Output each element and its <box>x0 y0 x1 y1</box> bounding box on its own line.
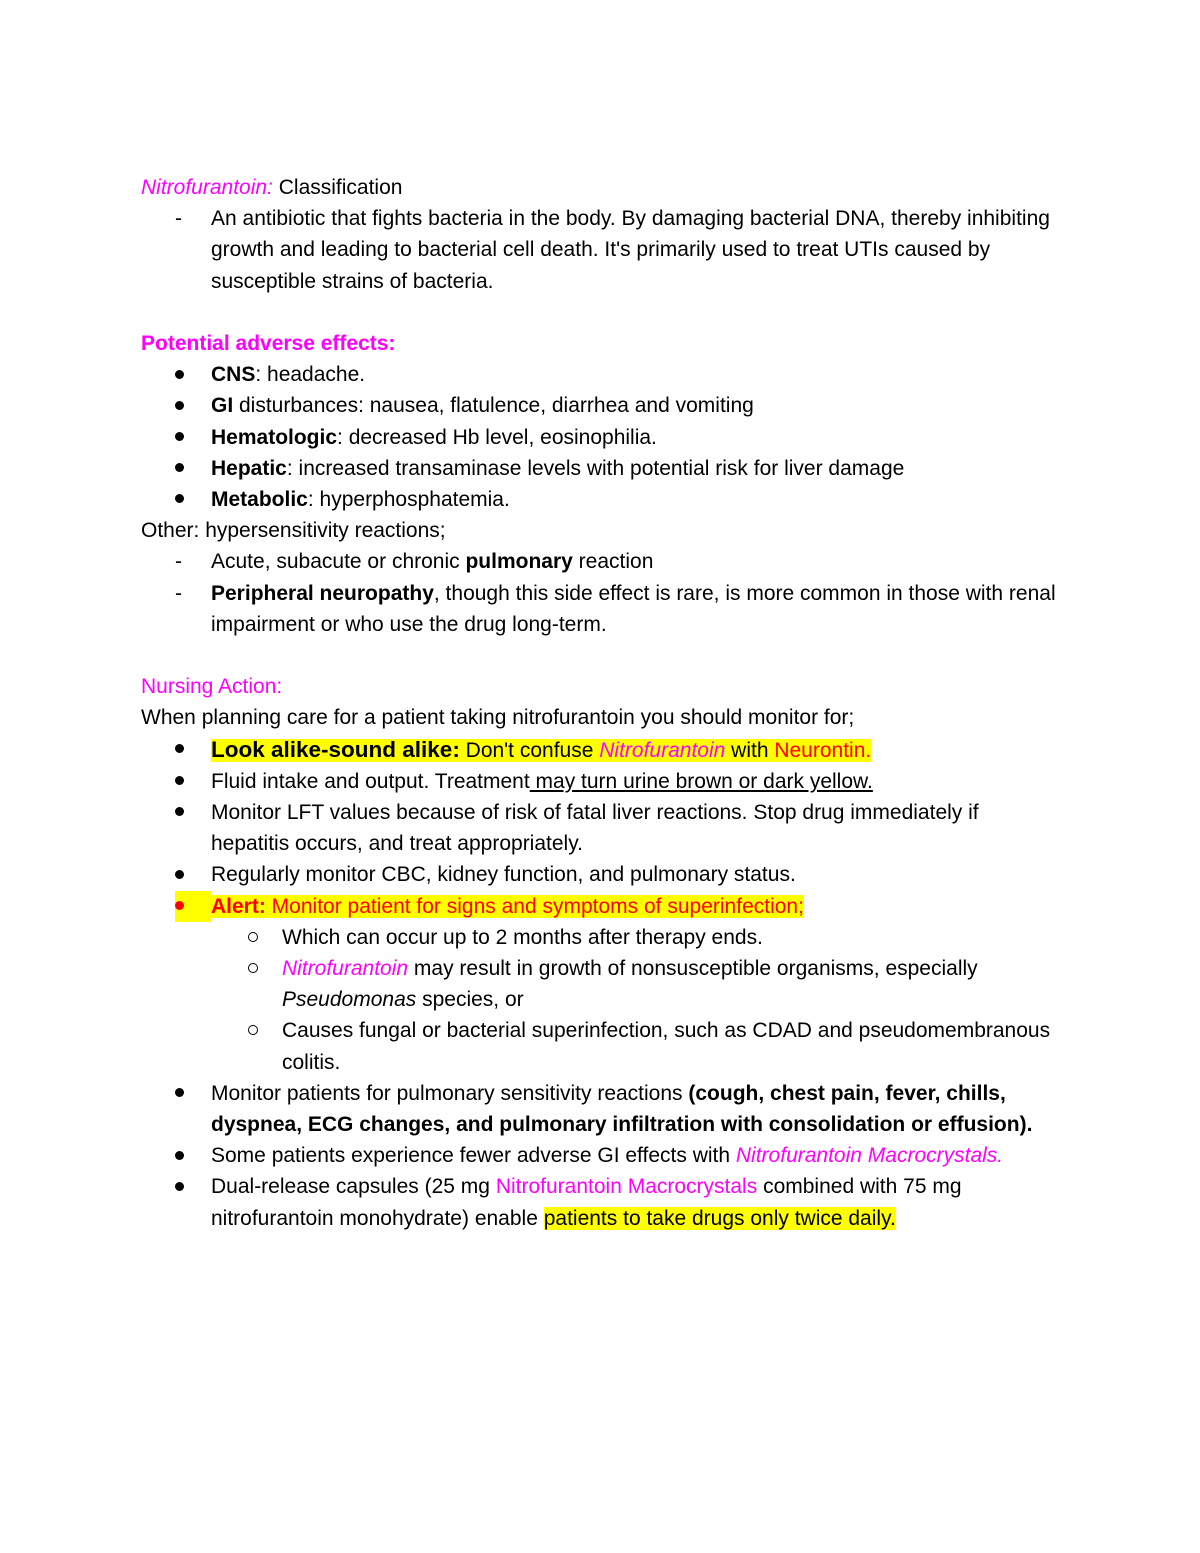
adverse-item: Hematologic: decreased Hb level, eosinophilia. <box>141 422 1061 453</box>
alert-bullet-icon <box>175 901 184 910</box>
other-item: - Acute, subacute or chronic pulmonary reaction <box>141 546 1061 577</box>
sub-item: Nitrofurantoin may result in growth of nonsusceptible organisms, especially Pseudomonas species, or <box>141 953 1061 1015</box>
circle-bullet-icon <box>248 932 258 942</box>
nursing-item-alert: Alert: Monitor patient for signs and symptoms of superinfection; <box>141 891 1061 922</box>
adverse-item: Hepatic: increased transaminase levels with potential risk for liver damage <box>141 453 1061 484</box>
bullet-icon <box>175 401 184 410</box>
classification-text: An antibiotic that fights bacteria in the body. By damaging bacterial DNA, thereby inhibiting growth and leading to bacterial cell death. It's primarily used to treat UTIs caused by susceptible strains of bacteria. <box>211 207 1050 293</box>
classification-item <box>141 203 1061 297</box>
drug-title-line <box>141 172 1061 203</box>
adverse-item: CNS: headache. <box>141 359 1061 390</box>
bullet-icon <box>175 370 184 379</box>
bullet-icon <box>175 776 184 785</box>
bullet-icon <box>175 807 184 816</box>
nursing-item-cbc: Regularly monitor CBC, kidney function, and pulmonary status. <box>141 859 1061 890</box>
adverse-item: Metabolic: hyperphosphatemia. <box>141 484 1061 515</box>
drug-name: Nitrofurantoin: <box>141 176 273 199</box>
bullet-icon <box>175 1088 184 1097</box>
circle-bullet-icon <box>248 1025 258 1035</box>
bullet-icon <box>175 1151 184 1160</box>
bullet-icon <box>175 1182 184 1191</box>
nursing-intro: When planning care for a patient taking nitrofurantoin you should monitor for; <box>141 706 855 730</box>
dash-marker: - <box>175 207 182 231</box>
nursing-item-dual-release: Dual-release capsules (25 mg Nitrofurantoin Macrocrystals combined with 75 mg nitrofurantoin monohydrate) enable patients to take drugs only twice daily. <box>141 1171 1061 1233</box>
sub-item: Which can occur up to 2 months after therapy ends. <box>141 922 1061 953</box>
classification-label: Classification <box>272 176 403 199</box>
document-page <box>141 172 1061 1234</box>
circle-bullet-icon <box>248 963 258 973</box>
nursing-item-lasa: Look alike-sound alike: Don't confuse Nitrofurantoin with Neurontin. <box>141 734 1061 766</box>
dash-marker: - <box>175 581 182 605</box>
sub-item: Causes fungal or bacterial superinfection, such as CDAD and pseudomembranous colitis. <box>141 1015 1061 1077</box>
bullet-icon <box>175 494 184 503</box>
other-reactions: Other: hypersensitivity reactions; <box>141 519 446 543</box>
bullet-icon <box>175 432 184 441</box>
nursing-heading: Nursing Action: <box>141 675 283 699</box>
nursing-item-pulmonary: Monitor patients for pulmonary sensitivity reactions (cough, chest pain, fever, chills, dyspnea, ECG changes, and pulmonary infiltration with consolidation or effusion). <box>141 1078 1061 1140</box>
nursing-item-macrocrystals: Some patients experience fewer adverse GI effects with Nitrofurantoin Macrocrystals. <box>141 1140 1061 1171</box>
nursing-item-fluid: Fluid intake and output. Treatment may turn urine brown or dark yellow. <box>141 766 1061 797</box>
bullet-icon <box>175 870 184 879</box>
adverse-item: GI disturbances: nausea, flatulence, diarrhea and vomiting <box>141 390 1061 421</box>
dash-marker: - <box>175 550 182 574</box>
bullet-icon <box>175 744 184 753</box>
nursing-item-lft: Monitor LFT values because of risk of fatal liver reactions. Stop drug immediately if hepatitis occurs, and treat appropriately. <box>141 797 1061 859</box>
adverse-heading: Potential adverse effects: <box>141 332 396 355</box>
bullet-icon <box>175 463 184 472</box>
other-item: - Peripheral neuropathy, though this side effect is rare, is more common in those with renal impairment or who use the drug long-term. <box>141 578 1061 640</box>
